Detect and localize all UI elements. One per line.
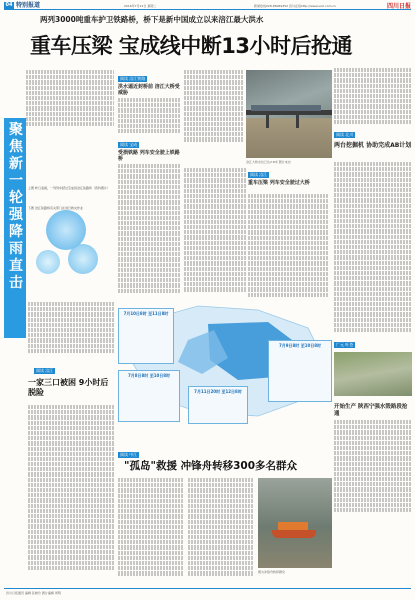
vt-char: 轮 <box>9 190 23 206</box>
vt-char: 一 <box>9 173 23 189</box>
story3-body <box>248 194 328 304</box>
bridge-pier <box>266 114 269 128</box>
flood-photo <box>246 70 332 158</box>
right-column <box>334 60 412 520</box>
rescue-boat-photo <box>258 478 332 568</box>
bridge-pier <box>296 114 299 128</box>
story3-tag: 阅读 涪江 <box>250 172 268 177</box>
bottom-tag: 阅读 中江 <box>120 452 138 457</box>
right-story2-body <box>334 420 412 516</box>
bottom-headline: "孤岛"救援 冲锋舟转移300多名群众 <box>124 460 298 472</box>
vt-char: 击 <box>9 275 23 291</box>
photo-caption: 涪江大桥水位已达2.8米 图片来自 <box>246 160 291 164</box>
vertical-title <box>6 122 26 292</box>
left-lead-text <box>26 70 114 130</box>
story2-tag: 阅读 宝成 <box>120 142 138 147</box>
vt-char: 强 <box>9 207 23 223</box>
kicker: 两列3000吨重车护卫铁路桥，桥下是新中国成立以来涪江最大洪水 <box>40 15 264 24</box>
story-mid-body-2 <box>184 168 246 298</box>
vt-char: 焦 <box>9 139 23 155</box>
photo-caption-1: 上图 昨日凌晨，一列列车经过宝成线涪江铁路桥（资料图片） <box>28 186 110 190</box>
story1-tag: 阅读 涪江铁路 <box>120 76 146 81</box>
right-story1-body <box>334 162 412 337</box>
page-footer <box>4 588 411 597</box>
story2-body <box>118 164 180 304</box>
bottom-photo-caption: 图为冲锋舟转移群众 <box>258 570 286 574</box>
story3-title: 重车压梁 列车安全驶过大桥 <box>248 180 310 186</box>
rescuers <box>278 522 308 530</box>
right-story2-title: 开始生产 陕西宁强水毁路段抢通 <box>334 404 408 417</box>
rainfall-box-1 <box>118 308 174 364</box>
box-title: 7月9日8时 至10日8时 <box>278 343 322 348</box>
bottom-body-mid <box>188 478 254 578</box>
vt-char: 新 <box>9 156 23 172</box>
box-title: 7月8日8时 至10日8时 <box>127 373 171 378</box>
rainfall-map <box>118 300 332 422</box>
bubble-graphic <box>36 250 60 274</box>
photo-caption-2: 下图 涪江铁路桥有关部门在进行救灾作业 <box>28 206 83 210</box>
bottom-story <box>118 452 332 582</box>
river-water <box>246 118 332 158</box>
story1-title: 洪水逼近封桥前 涪江大桥受威胁 <box>118 84 180 96</box>
bubble-graphic <box>68 244 98 274</box>
vt-char: 降 <box>9 224 23 240</box>
left-sub-tag: 阅读 涪江 <box>36 368 54 373</box>
box-title: 7月11日20时 至12日8时 <box>194 389 242 394</box>
page-number: 04 <box>5 2 13 8</box>
page-header <box>4 2 411 10</box>
section-name: 特别报道 <box>16 2 41 9</box>
left-column <box>4 60 116 580</box>
right-tag-2: 广元 旺苍 <box>336 342 354 347</box>
left-sub-body <box>28 405 114 575</box>
masthead-logo: 四川日报 <box>387 3 412 10</box>
train-on-bridge <box>251 105 321 111</box>
contact-info: 新闻热线028-86969352 四川在线http://www.scol.com.cn <box>254 4 337 8</box>
story2-title: 受损铁路 列车安全驶上铁路桥 <box>118 150 180 162</box>
vt-char: 直 <box>9 258 23 274</box>
right-story1-title: 两台挖掘机 协助完成AB计划 <box>334 142 412 149</box>
box-title: 7月10日8时 至11日8时 <box>123 311 169 316</box>
rainfall-box-3 <box>188 386 248 424</box>
main-headline: 重车压梁 宝成线中断13小时后抢通 <box>30 34 353 58</box>
left-sub-headline: 一家三口被困 9小时后脱险 <box>28 378 109 397</box>
left-body-text <box>28 302 114 362</box>
right-photo <box>334 352 412 396</box>
center-stories <box>118 60 330 320</box>
rescue-boat <box>272 530 316 538</box>
issue-date: 2016年7月12日 星期二 <box>124 4 157 8</box>
right-tag-1: 阅读 北川 <box>336 132 354 137</box>
vt-char: 聚 <box>9 122 23 138</box>
rainfall-box-2 <box>118 370 180 422</box>
bottom-body-left <box>118 478 184 578</box>
story-mid-body <box>184 70 244 150</box>
rainfall-box-4 <box>268 340 332 402</box>
vt-char: 雨 <box>9 241 23 257</box>
right-lead-text <box>334 68 412 128</box>
footer-credits: 四川日报通讯 编辑 张晓玲 图片编辑 周明 <box>6 591 61 595</box>
story1-body <box>118 98 180 138</box>
